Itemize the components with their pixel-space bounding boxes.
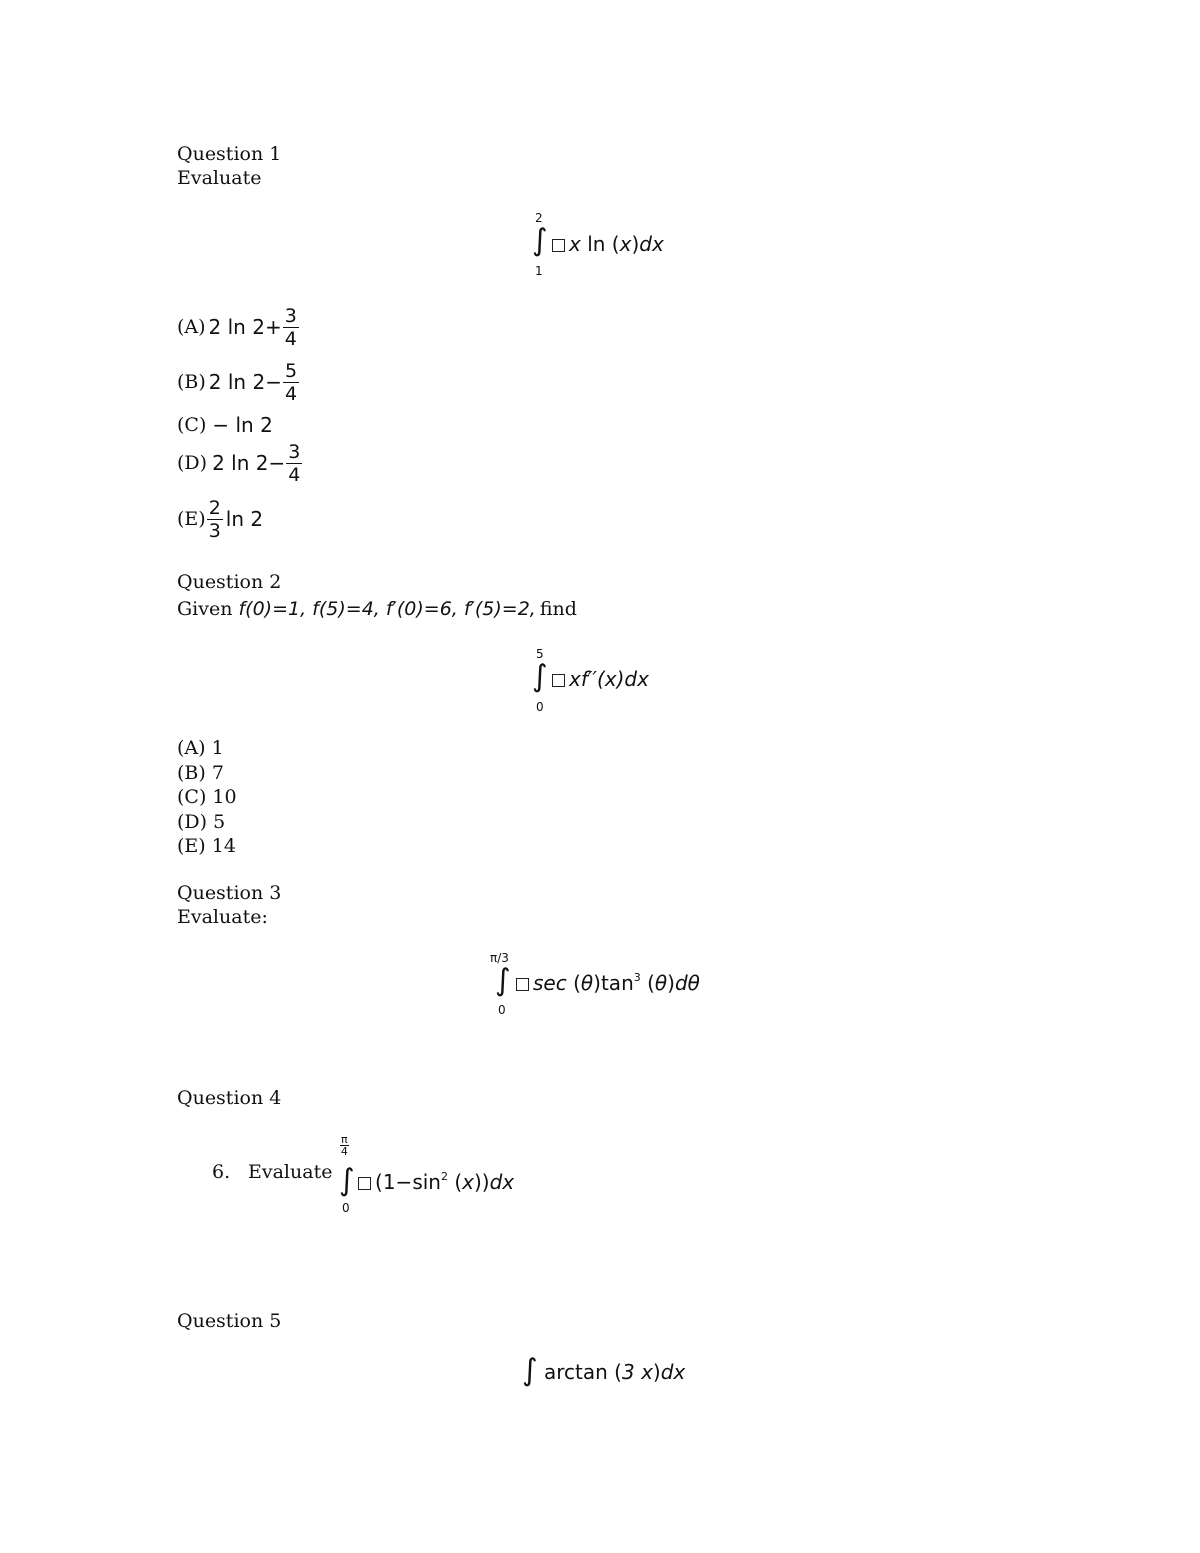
option-label: (B) bbox=[177, 371, 206, 393]
given-expression: f(0)=1, f(5)=4, f′(0)=6, f′(5)=2, bbox=[238, 598, 536, 620]
question-3-prompt: Evaluate: bbox=[177, 906, 268, 928]
fraction: $\frac{5}{4}$ bbox=[284, 359, 298, 405]
option-e[interactable]: (E) 14 bbox=[177, 835, 236, 858]
integral-sign: ∫ bbox=[495, 963, 511, 998]
question-4-prompt: Evaluate bbox=[248, 1161, 333, 1183]
option-expression: 2 ln 2− bbox=[212, 451, 286, 475]
option-b[interactable] bbox=[177, 356, 300, 408]
option-expression: 2 ln 2− bbox=[208, 370, 282, 394]
question-5-integral bbox=[522, 1352, 722, 1392]
option-expression: 2 ln 2+ bbox=[208, 315, 282, 339]
question-3-integral bbox=[492, 950, 732, 1020]
integrand: $\sec (\theta)\tan^3$ (θ)dθ bbox=[514, 970, 700, 996]
placeholder-box-icon bbox=[552, 674, 565, 687]
option-c[interactable]: (C) 10 bbox=[177, 786, 237, 809]
integral-lower-limit: 1 bbox=[535, 264, 543, 278]
fraction: $\frac{3}{4}$ bbox=[284, 304, 297, 350]
option-expression: − ln 2 bbox=[212, 413, 273, 437]
option-expression: ln 2 bbox=[225, 507, 264, 531]
option-label: (C) bbox=[177, 414, 207, 436]
question-4-number: 6. bbox=[212, 1161, 231, 1183]
question-1-prompt: Evaluate bbox=[177, 167, 262, 189]
question-4-heading: Question 4 bbox=[177, 1087, 282, 1109]
option-a[interactable] bbox=[177, 301, 300, 353]
question-2-options bbox=[177, 736, 237, 859]
question-2-integral bbox=[532, 646, 692, 716]
integrand: ($1-\sin^2$ (x))dx bbox=[356, 1169, 514, 1195]
question-2-given: Given f(0)=1, f(5)=4, f′(0)=6, f′(5)=2, find bbox=[177, 598, 577, 620]
integral-sign: ∫ bbox=[339, 1163, 355, 1198]
integral-sign: ∫ bbox=[532, 659, 548, 694]
question-2-heading: Question 2 bbox=[177, 571, 282, 593]
option-b[interactable]: (B) 7 bbox=[177, 761, 224, 784]
question-1-integral bbox=[532, 210, 692, 280]
integrand: x ln (x)dx bbox=[550, 231, 664, 257]
placeholder-box-icon bbox=[358, 1177, 371, 1190]
integral-lower-limit: 0 bbox=[536, 700, 544, 714]
placeholder-box-icon bbox=[552, 239, 565, 252]
integral-upper-limit: $\frac{\pi}{4}$ bbox=[340, 1133, 348, 1158]
integrand: arctan (3 x)dx bbox=[544, 1360, 686, 1384]
question-1-heading: Question 1 bbox=[177, 143, 282, 165]
integral-upper-limit: 2 bbox=[535, 211, 543, 225]
integral-sign: ∫ bbox=[522, 1353, 538, 1388]
option-d[interactable]: (D) 5 bbox=[177, 810, 226, 833]
fraction: $\frac{2}{3}$ bbox=[208, 496, 221, 542]
question-5-heading: Question 5 bbox=[177, 1310, 282, 1332]
integral-upper-limit: π/3 bbox=[490, 951, 509, 965]
integral-sign: ∫ bbox=[532, 223, 548, 258]
option-a[interactable]: (A) 1 bbox=[177, 737, 224, 759]
question-3-heading: Question 3 bbox=[177, 882, 282, 904]
option-label: (A) bbox=[177, 316, 206, 338]
option-label: (E) bbox=[177, 508, 206, 530]
option-label: (D) bbox=[177, 452, 208, 474]
question-4-integral bbox=[336, 1132, 556, 1217]
integrand: xf′′(x)dx bbox=[550, 666, 649, 692]
option-e[interactable] bbox=[177, 493, 263, 545]
option-d[interactable] bbox=[177, 437, 303, 489]
integral-lower-limit: 0 bbox=[498, 1003, 506, 1017]
placeholder-box-icon bbox=[516, 978, 529, 991]
fraction: $\frac{3}{4}$ bbox=[288, 440, 301, 486]
integral-lower-limit: 0 bbox=[342, 1201, 350, 1215]
integral-upper-limit: 5 bbox=[536, 647, 544, 661]
option-c[interactable] bbox=[177, 412, 273, 438]
